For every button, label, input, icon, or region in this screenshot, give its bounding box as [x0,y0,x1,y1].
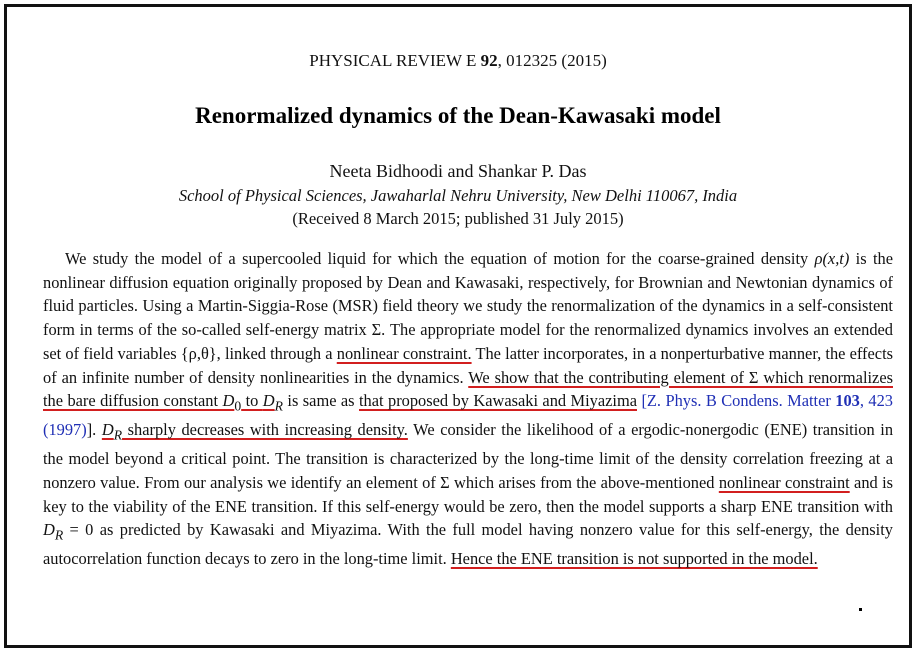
abstract-text: We study the model of a supercooled liquid for which the equation of motion for the coarse-grained density [65,249,815,268]
journal-header [7,51,909,71]
abstract-text: as predicted by Kawasaki and Miyazima. With the full model having nonzero value for this self-energy, the density autocorrelation function decays to zero in the long-time limit. [43,520,893,569]
math-d: D [222,391,235,411]
highlight-show-element: We show that the contributing element of Σ which renormalizes the bare diffusion constant $D_0$ to $D_R$ [43,367,893,414]
abstract-text: is the nonlinear diffusion equation originally proposed by Dean and Kawasaki, respectively, for Brownian and Newtonian dynamics of fluid particles. Using a Martin-Siggia-Rose (MSR) field theory we study the renormalization of the dynamics in a self-consistent form in terms of the so-called self-energy matrix Σ. The appropriate model for the renormalized dynamics involves an extended set of field variables {ρ,θ}, linked through a [43,249,894,363]
journal-volume: 92 [480,51,498,70]
reference-link[interactable]: [Z. Phys. B Condens. Matter 103, 423 (1997) [43,391,893,440]
math-d: D [43,520,55,540]
abstract: We study the model of a supercooled liquid for which the equation of motion for the coarse-grained density ρ(x,t) is the nonlinear diffusion equation originally proposed by Dean and Kawasaki, respectively, for Brownian and Newtonian dynamics of fluid particles. Using a Martin-Siggia-Rose (MSR) field theory we study the renormalization of the dynamics in a self-consistent form in terms of the so-called self-energy matrix Σ. The appropriate model for the renormalized dynamics involves an extended set of field variables {ρ,θ}, linked through a nonlinear constraint. The latter incorporates, in a nonperturbative manner, the effects of an infinite number of density nonlinearities in the dynamics. We show that the contributing element of Σ which renormalizes the bare diffusion constant $D_0$ to $D_R$ is same as that proposed by Kawasaki and Miyazima [Z. Phys. B Condens. Matter 103, 423 (1997)]. $D_R$ sharply decreases with increasing density. We consider the likelihood of a ergodic-nonergodic (ENE) transition in the model beyond a critical point. The transition is characterized by the long-time limit of the density correlation freezing at a nonzero value. From our analysis we identify an element of Σ which arises from the above-mentioned nonlinear constraint and is key to the viability of the ENE transition. If this self-energy would be zero, then the model supports a sharp ENE transition with $D_R = 0$ as predicted by Kawasaki and Miyazima. With the full model having nonzero value for this self-energy, the density autocorrelation function decays to zero in the long-time limit. Hence the ENE transition is not supported in the model. [43,249,894,569]
abstract-text: is same as [282,391,359,411]
math-rho: ρ(x,t) [814,249,850,268]
affiliation: School of Physical Sciences, Jawaharlal Nehru University, New Delhi 110067, India [178,186,738,205]
highlight-nonlinear-constraint: nonlinear constraint. [336,343,472,363]
highlight-nonlinear-constraint-2: nonlinear constraint [718,472,850,492]
math-sub: 0 [234,398,242,414]
abstract-text: The latter incorporates, in a nonperturbative manner, the effects of an infinite number of density nonlinearities in the dynamics. [43,343,894,387]
journal-name: PHYSICAL REVIEW E [309,51,477,70]
highlight-dr-decreases: $D_R$ sharply decreases with increasing density. [101,420,408,443]
abstract-text: ]. [86,420,102,440]
math-eq: = 0 [63,520,94,540]
highlight-kawasaki-miyazima: that proposed by Kawasaki and Miyazima [359,391,637,411]
highlight-ene-not-supported: Hence the ENE transition is not supported in the model. [450,549,818,569]
authors: Neeta Bidhoodi and Shankar P. Das [329,161,587,181]
dates: (Received 8 March 2015; published 31 July 2015) [292,209,624,228]
paper-title: Renormalized dynamics of the Dean-Kawasaki model [195,103,721,128]
abstract-text: We consider the likelihood of a ergodic-nonergodic (ENE) transition in the model beyond a critical point. The transition is characterized by the long-time limit of the density correlation freezing at a nonzero value. From our analysis we identify an element of Σ which arises from the above-mentioned [43,420,894,492]
math-d: D [262,391,275,411]
page-frame [4,4,912,648]
journal-article: , 012325 (2015) [497,51,607,70]
abstract-text: and is key to the viability of the ENE transition. If this self-energy would be zero, then the model supports a sharp ENE transition with [43,472,893,516]
stray-dot [859,608,862,611]
math-sub: R [274,398,283,414]
